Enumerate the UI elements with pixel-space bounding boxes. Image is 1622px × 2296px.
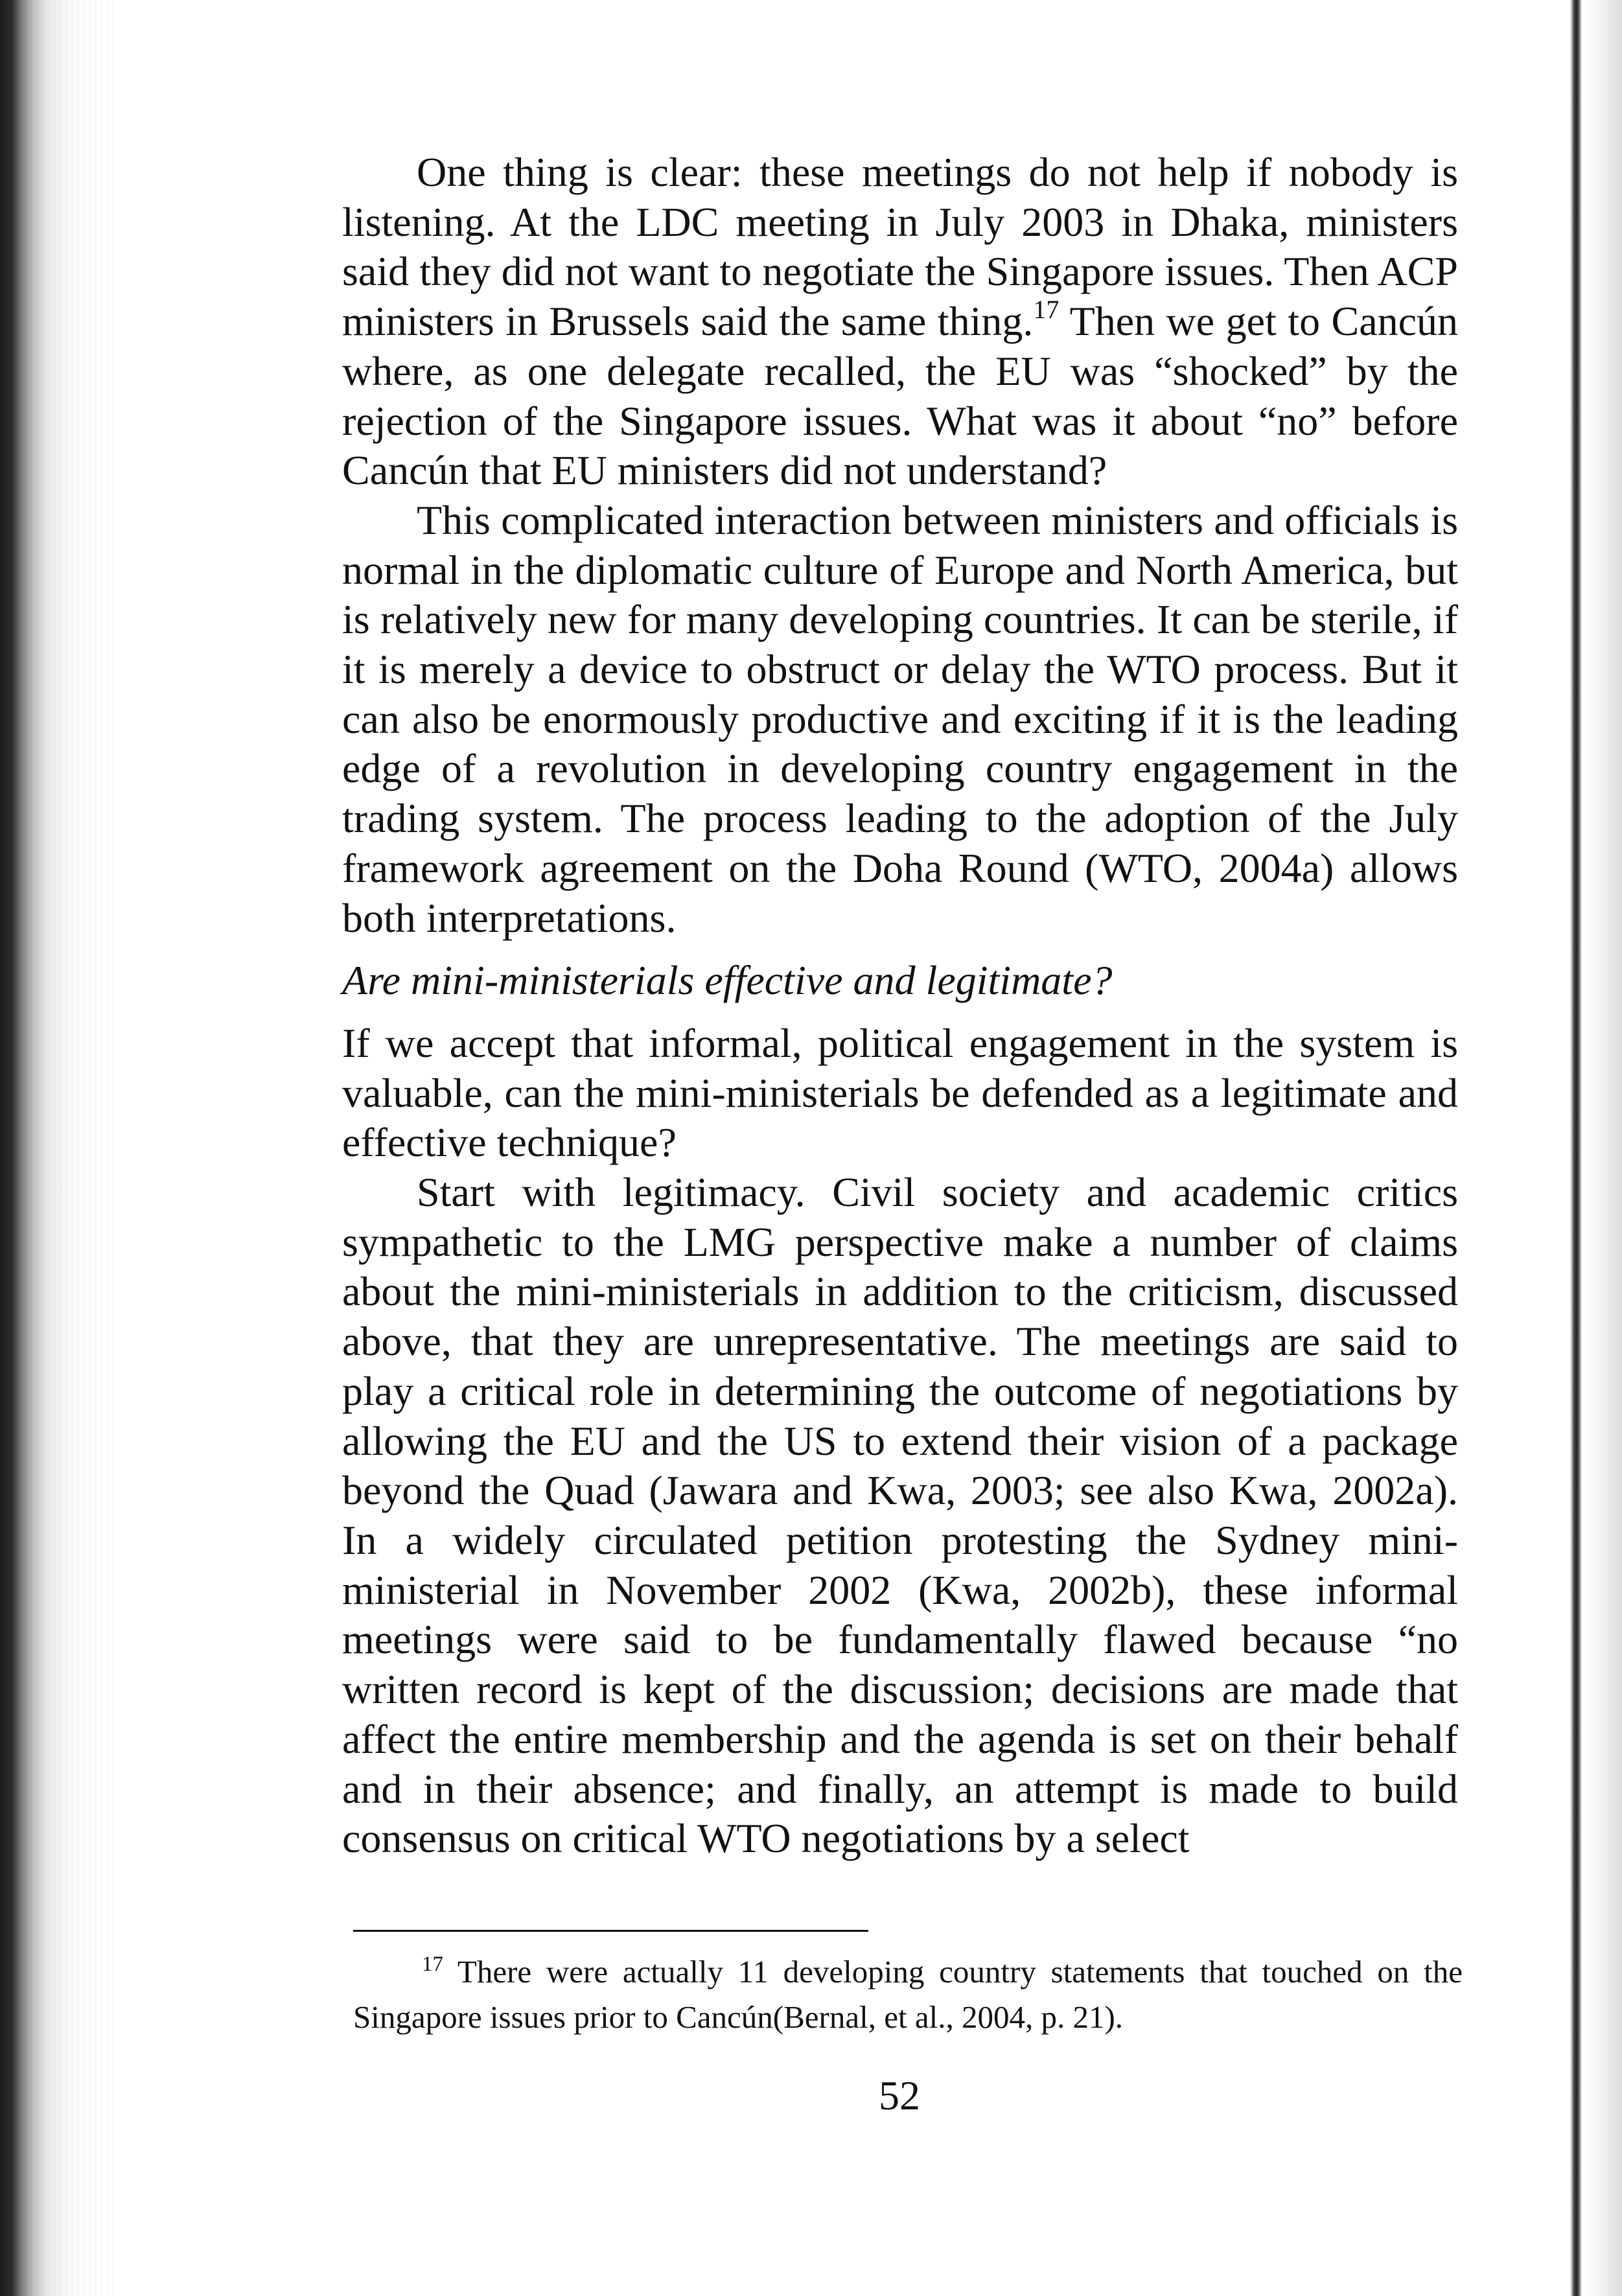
footnote-number: 17 — [422, 1953, 443, 1976]
paragraph-1 — [342, 148, 1458, 496]
page-binding-edge — [1570, 0, 1582, 2296]
gutter-scan-lines — [19, 0, 117, 2296]
section-heading: Are mini-ministerials effective and legitimate? — [342, 957, 1113, 1004]
paragraph-1-text: One thing is clear: these meetings do not help if nobody is listening. At the LDC meeting in July 2003 in Dhaka, ministers said they did not want to negotiate the Singapore issues. Then ACP ministers in Brussels said the same thing. — [342, 149, 1458, 345]
paragraph-1-text-continued: Then we get to Cancún where, as one delegate recalled, the EU was “shocked” by the rejection of the Singapore issues. What was it about “no” before Cancún that EU ministers did not understand? — [342, 298, 1459, 494]
page-number: 52 — [879, 2072, 920, 2118]
footnote-reference: 17 — [1033, 295, 1060, 325]
page-body — [342, 148, 1458, 1864]
paragraph-2: This complicated interaction between ministers and officials is normal in the diplomatic culture of Europe and North America, but is relatively new for many developing countries. It can be sterile, if it is merely a device to obstruct or delay the WTO process. But it can also be enormously productive and exciting if it is the leading edge of a revolution in developing country engagement in the trading system. The process leading to the adoption of the July framework agreement on the Doha Round (WTO, 2004a) allows both interpretations. — [342, 496, 1458, 941]
page-edge-shadow — [1582, 0, 1622, 2296]
paragraph-4: Start with legitimacy. Civil society and academic critics sympathetic to the LMG perspective make a number of claims about the mini-ministerials in addition to the criticism, discussed above, that they are unrepresentative. The meetings are said to play a critical role in determining the outcome of negotiations by allowing the EU and the US to extend their vision of a package beyond the Quad (Jawara and Kwa, 2003; see also Kwa, 2002a). In a widely circulated petition protesting the Sydney mini-ministerial in November 2002 (Kwa, 2002b), these informal meetings were said to be fundamentally flawed because “no written record is kept of the discussion; decisions are made that affect the entire membership and the agenda is set on their behalf and in their absence; and finally, an attempt is made to build consensus on critical WTO negotiations by a select — [342, 1169, 1458, 1862]
footnote — [353, 1949, 1463, 2040]
footnote-text: There were actually 11 developing country statements that touched on the Singapore issues prior to Cancún(Bernal, et al., 2004, p. 21). — [353, 1954, 1463, 2035]
footnote-separator — [353, 1930, 868, 1932]
paragraph-3: If we accept that informal, political engagement in the system is valuable, can the mini-ministerials be defended as a legitimate and effective technique? — [342, 1019, 1458, 1166]
